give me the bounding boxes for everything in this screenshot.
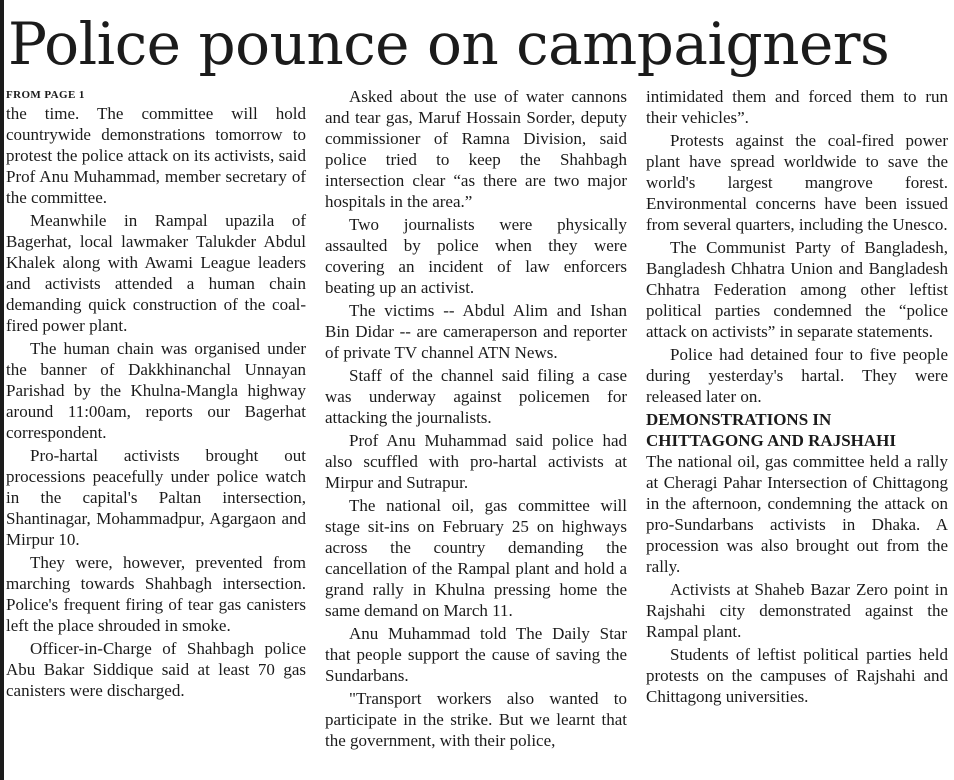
- paragraph: Officer-in-Charge of Shahbagh police Abu Bakar Siddique said at least 70 gas canisters were discharged.: [6, 639, 306, 700]
- paragraph: Two journalists were physically assaulted by police when they were covering an incident of law enforcers beating up an activist.: [325, 215, 627, 297]
- paragraph: Staff of the channel said filing a case was underway against policemen for attacking the journalists.: [325, 366, 627, 427]
- paragraph: The human chain was organised under the banner of Dakkhinanchal Unnayan Parishad by the Khulna-Mangla highway around 11:00am, reports our Bagerhat correspondent.: [6, 339, 306, 442]
- article-column-2: [325, 86, 627, 753]
- article-column-3: [646, 86, 948, 709]
- paragraph: the time. The committee will hold countrywide demonstrations tomorrow to protest the police attack on its activists, said Prof Anu Muhammad, member secretary of the committee.: [6, 104, 306, 207]
- paragraph: intimidated them and forced them to run their vehicles”.: [646, 87, 948, 127]
- paragraph: The Communist Party of Bangladesh, Bangladesh Chhatra Union and Bangladesh Chhatra Federation among other leftist political parties condemned the “police attack on activists” in separate statements.: [646, 238, 948, 341]
- paragraph: Activists at Shaheb Bazar Zero point in Rajshahi city demonstrated against the Rampal plant.: [646, 580, 948, 641]
- section-subhead: DEMONSTRATIONS IN CHITTAGONG AND RAJSHAHI: [646, 410, 896, 450]
- paragraph: The national oil, gas committee will stage sit-ins on February 25 on highways across the country demanding the cancellation of the Rampal plant and hold a grand rally in Khulna pressing home the same demand on March 11.: [325, 496, 627, 620]
- paragraph: They were, however, prevented from marching towards Shahbagh intersection. Police's frequent firing of tear gas canisters left the place shrouded in smoke.: [6, 553, 306, 635]
- paragraph: The victims -- Abdul Alim and Ishan Bin Didar -- are cameraperson and reporter of private TV channel ATN News.: [325, 301, 627, 362]
- paragraph: Pro-hartal activists brought out processions peacefully under police watch in the capital's Paltan intersection, Shantinagar, Mohammadpur, Agargaon and Mirpur 10.: [6, 446, 306, 549]
- paragraph: Anu Muhammad told The Daily Star that people support the cause of saving the Sundarbans.: [325, 624, 627, 685]
- paragraph: Prof Anu Muhammad said police had also scuffled with pro-hartal activists at Mirpur and Sutrapur.: [325, 431, 627, 492]
- article-column-1: [6, 89, 306, 703]
- paragraph: Meanwhile in Rampal upazila of Bagerhat, local lawmaker Talukder Abdul Khalek along with Awami League leaders and activists attended a human chain demanding quick construction of the coal-fired power plant.: [6, 211, 306, 335]
- paragraph: Asked about the use of water cannons and tear gas, Maruf Hossain Sorder, deputy commissioner of Ramna Division, said police tried to keep the Shahbagh intersection clear “as there are two major hospitals in the area.”: [325, 87, 627, 211]
- paragraph: Students of leftist political parties held protests on the campuses of Rajshahi and Chittagong universities.: [646, 645, 948, 706]
- paragraph: The national oil, gas committee held a rally at Cheragi Pahar Intersection of Chittagong in the afternoon, condemning the attack on pro-Sundarbans activists in Dhaka. A procession was also brought out from the rally.: [646, 452, 948, 576]
- continuation-kicker: FROM PAGE 1: [6, 89, 85, 101]
- paragraph: Protests against the coal-fired power plant have spread worldwide to save the world's largest mangrove forest. Environmental concerns have been issued from several quarters, including the Unesco.: [646, 131, 948, 234]
- left-column-rule: [0, 0, 4, 780]
- paragraph: Police had detained four to five people during yesterday's hartal. They were released later on.: [646, 345, 948, 406]
- paragraph: "Transport workers also wanted to participate in the strike. But we learnt that the government, with their police,: [325, 689, 627, 750]
- headline: Police pounce on campaigners: [8, 10, 890, 78]
